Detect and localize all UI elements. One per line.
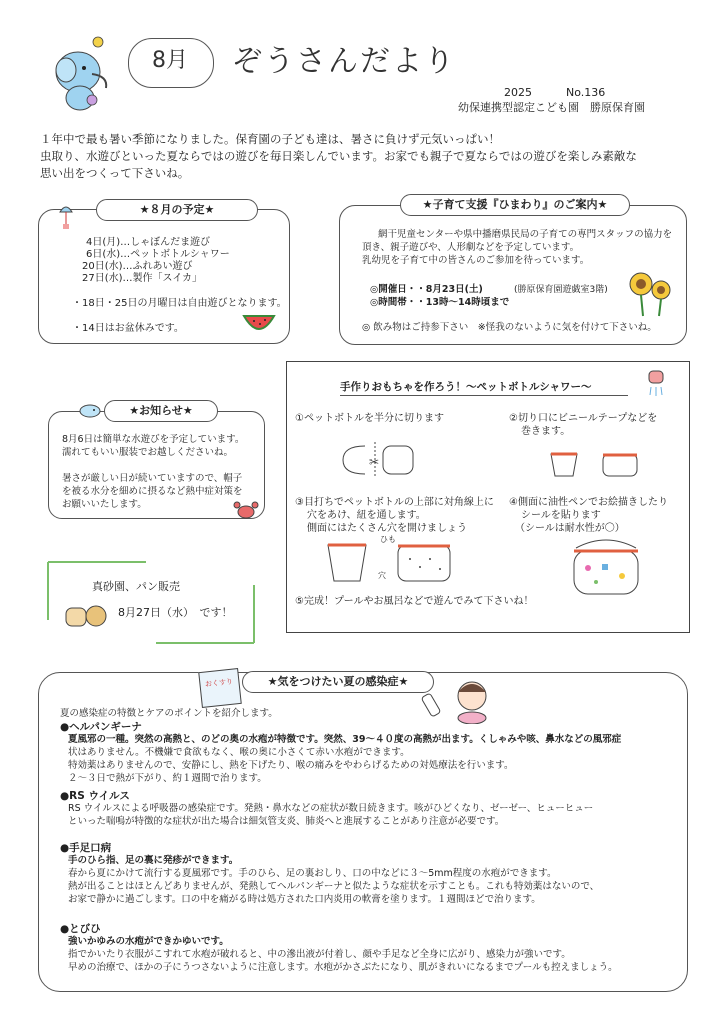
schedule-item: 4日(月)…しゃぼんだま遊び (86, 237, 211, 248)
svg-text:✂: ✂ (369, 455, 380, 469)
bottle-holes-illustration (322, 537, 462, 591)
section-line: 指でかいたり衣服がこすれて水疱が破れると、中の滲出液が付着し、顔や手足など全身に広がり、感染力が強いです。 (68, 949, 571, 960)
schedule-item: 27日(水)…製作「スイカ」 (82, 273, 203, 284)
bread-line1: 真砂園、パン販売 (92, 580, 180, 593)
furin-icon (56, 200, 76, 234)
month-label: 8月 (152, 48, 188, 73)
crab-icon (232, 500, 260, 524)
craft-step3: 穴をあけ、紐を通します。 (307, 510, 426, 521)
infection-title: ★気をつけたい夏の感染症★ (242, 671, 434, 693)
section-line: RS ウイルスによる呼吸器の感染症です。発熱・鼻水などの症状が数日続きます。咳がひどくなり、ゼーゼー、ヒューヒュー (68, 803, 594, 814)
sick-child-illustration (420, 674, 500, 728)
section-line: 春から夏にかけて流行する夏風邪です。手のひら、足の裏おしり、口の中などに３～5mm程度の水疱ができます。 (68, 868, 557, 879)
bottle-tape-illustration (545, 450, 645, 484)
section-line: お家で静かに過ごします。口の中を痛がる時は処方された口内炎用の軟膏を塗ります。１週間ほどで治ります。 (68, 894, 541, 905)
sunflower-icon (625, 268, 675, 322)
bread-line2: 8月27日（水） です！ (118, 606, 233, 619)
section-line: 特効薬はありませんので、安静にし、熱を下げたり、喉の痛みをやわらげるための対処療法を行います。 (68, 760, 514, 771)
oshirase-line: を被る水分を細めに摂るなど熱中症対策を (62, 486, 243, 497)
himawari-line: 網干児童センターや県中播磨県民局の子育ての専門スタッフの協力を (378, 229, 673, 240)
himawari-date: ◎開催日・・8月23日(土) (370, 284, 483, 295)
section-line: 手のひら指、足の裏に発疹ができます。 (68, 855, 239, 866)
himawari-title: ★子育て支援『ひまわり』のご案内★ (400, 194, 630, 216)
himawari-time: ◎時間帯・・13時～14時頃まで (370, 297, 510, 308)
mascot-elephant-illustration (48, 34, 118, 114)
school-name: 幼保連携型認定こども園 勝原保育園 (458, 101, 645, 114)
oshirase-line: お願いいたします。 (62, 499, 147, 510)
himawari-line: 頂き、親子遊びや、人形劇などを予定しています。 (362, 242, 580, 253)
himawari-line: 乳幼児を子育て中の皆さんのご参加を待っています。 (362, 255, 590, 266)
craft-step1: ①ペットボトルを半分に切ります (295, 413, 444, 424)
section-heading: ●とびひ (60, 923, 101, 935)
section-line: ２～３日で熱が下がり、約１週間で治ります。 (68, 773, 267, 784)
schedule-note: ・14日はお盆休みです。 (72, 323, 184, 334)
intro-line: 思い出をつくって下さいね。 (40, 166, 190, 180)
himawari-note: ◎ 飲み物はご持参下さい ※怪我のないように気を付けて下さいね。 (362, 322, 657, 333)
craft-step3: ③目打ちでペットボトルの上部に対角線上に (295, 497, 494, 508)
craft-step2: 巻きます。 (521, 426, 571, 437)
decorated-bottle-illustration (566, 538, 646, 602)
section-heading: ●RS ウイルス (60, 790, 130, 802)
craft-step3: 側面にはたくさん穴を開けましょう (307, 523, 467, 534)
schedule-item: 6日(水)…ペットボトルシャワー (86, 249, 230, 260)
intro-text (40, 131, 637, 182)
section-line: 強いかゆみの水疱ができかゆいです。 (68, 936, 229, 947)
section-line: 状はありません。不機嫌で食欲もなく、喉の奥に小さくて赤い水疱ができます。 (68, 747, 410, 758)
intro-line: １年中で最も暑い季節になりました。保育園の子ども達は、暑さに負けず元気いっぱい！ (40, 132, 500, 146)
oshirase-title: ★お知らせ★ (104, 400, 218, 422)
craft-step4: （シールは耐水性が〇） (515, 523, 625, 534)
bottle-cut-illustration (335, 440, 425, 484)
oshirase-line: 濡れてもいい服装でお越しくださいね。 (62, 447, 234, 458)
schedule-note: ・18日・25日の月曜日は自由遊びとなります。 (72, 298, 287, 309)
craft-step2: ②切り口にビニールテープなどを (509, 413, 658, 424)
craft-title: 手作りおもちゃを作ろう！～ペットボトルシャワー～ (340, 381, 592, 393)
himawari-place: (勝原保育園遊戯室3階) (514, 285, 608, 295)
section-line: といった喘鳴が特徴的な症状が出た場合は細気管支炎、肺炎へと進展することがあり注意が必要です。 (68, 816, 505, 827)
section-heading: ●手足口病 (60, 842, 112, 854)
schedule-title: ★８月の予定★ (96, 199, 258, 221)
craft-step5: ⑤完成！プールやお風呂などで遊んでみて下さいね！ (295, 596, 534, 607)
issue-number: No.136 (566, 86, 606, 99)
bread-icon (64, 602, 108, 632)
craft-step4: シールを貼ります (521, 510, 601, 521)
shower-icon (645, 369, 667, 403)
label-ana: 穴 (378, 571, 386, 580)
medicine-sign: おくすり (204, 677, 234, 689)
section-line: 早めの治療で、ほかの子にうつさないように注意します。水疱がかさぶたになり、肌がきれいになるまでプールも控えましょう。 (68, 962, 618, 973)
oshirase-line: 暑さが厳しい日が続いていますので、帽子 (62, 473, 243, 484)
newsletter-title: ぞうさんだより (232, 44, 456, 79)
label-himo: ひも (380, 535, 396, 544)
section-line: 熱が出ることはほとんどありませんが、発熱してヘルパンギーナと似たような症状を示すことも。これも特効薬はないので、 (68, 881, 600, 892)
section-heading: ●ヘルパンギーナ (60, 721, 142, 733)
issue-year: 2025 (504, 86, 532, 99)
craft-title-underline (340, 395, 628, 396)
craft-step4: ④側面に油性ペンでお絵描きしたり (509, 497, 668, 508)
intro-line: 虫取り、水遊びといった夏ならではの遊びを毎日楽しんでいます。お家でも親子で夏ならではの遊びを楽しみ素敵な (40, 149, 637, 163)
oshirase-line: 8月6日は簡単な水遊びを予定しています。 (62, 434, 245, 445)
infection-intro: 夏の感染症の特徴とケアのポイントを紹介します。 (60, 708, 278, 719)
section-line: 夏風邪の一種。突然の高熱と、のどの奥の水疱が特徴です。突然、39～４０度の高熱が出ます。くしゃみや咳、鼻水などの風邪症 (68, 734, 622, 745)
schedule-item: 20日(水)…ふれあい遊び (82, 261, 193, 272)
bird-icon (78, 402, 102, 422)
watermelon-icon (242, 312, 276, 338)
